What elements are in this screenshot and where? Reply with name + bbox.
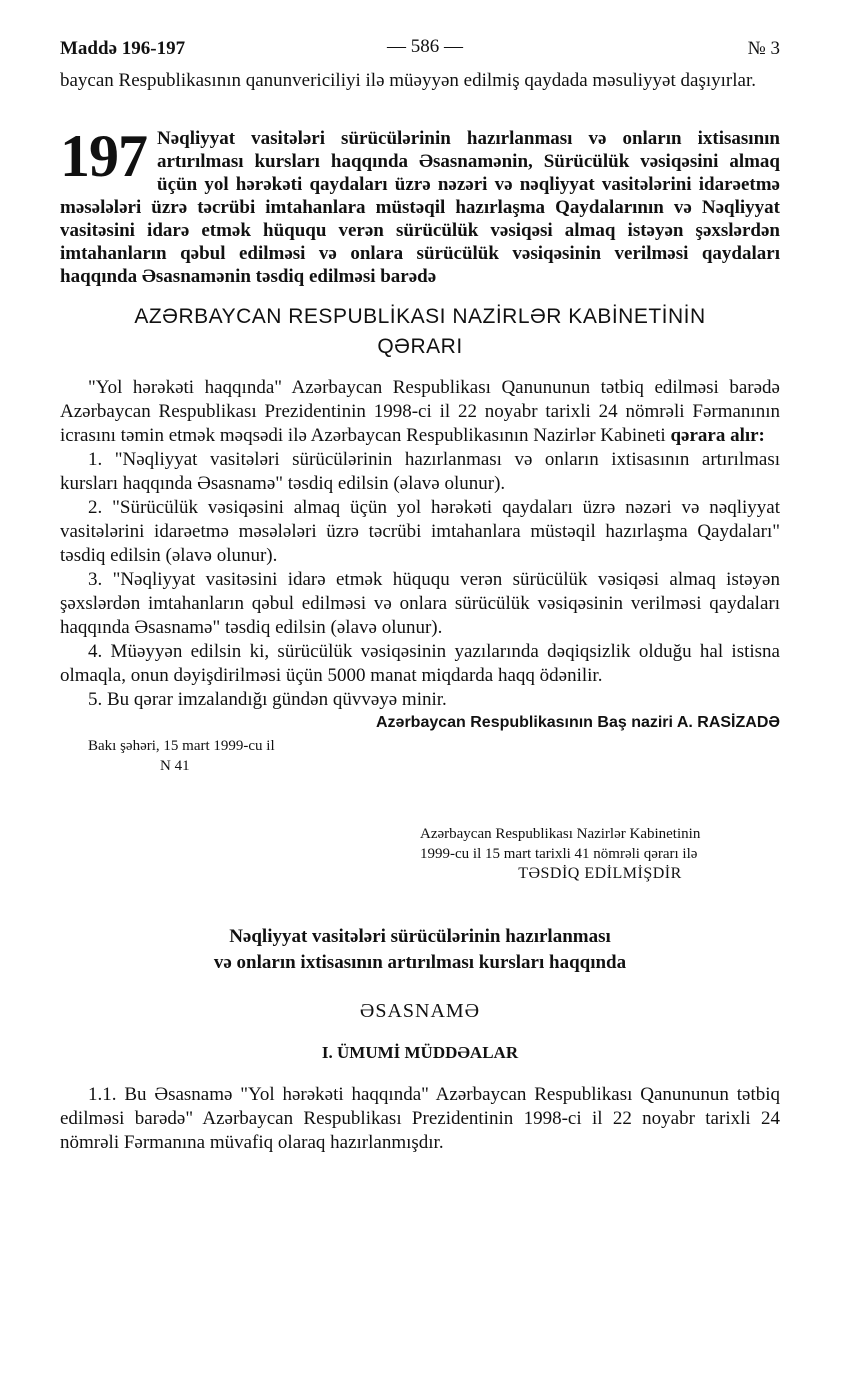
- approval-line1: Azərbaycan Respublikası Nazirlər Kabinetinin: [420, 826, 701, 842]
- document-page: [60, 30, 780, 1155]
- document-type: ƏSASNAMƏ: [359, 1000, 481, 1022]
- regulation-title-line1: Nəqliyyat vasitələri sürücülərinin hazırlanması: [229, 926, 611, 947]
- running-head: [60, 30, 780, 66]
- approval-stamp: TƏSDİQ EDİLMİŞDİR: [518, 865, 682, 882]
- article-number: 197: [60, 123, 147, 189]
- list-item: 5. Bu qərar imzalandığı gündən qüvvəyə minir.: [88, 689, 447, 710]
- approval-note: [420, 824, 780, 884]
- decree-heading-line1: AZƏRBAYCAN RESPUBLİKASI NAZİRLƏR KABİNETİNİN: [134, 305, 706, 328]
- issue-number: № 3: [747, 38, 780, 59]
- approval-line2: 1999-cu il 15 mart tarixli 41 nömrəli qərarı ilə: [420, 846, 698, 862]
- list-item: 4. Müəyyən edilsin ki, sürücülük vəsiqəsinin yazılarında dəqiqsizlik olduğu hal istisna olmaqla, onun dəyişdirilməsi üçün 5000 manat miqdarda haqq ödənilir.: [60, 641, 780, 686]
- preamble-text: "Yol hərəkəti haqqında" Azərbaycan Respublikası Qanununun tətbiq edilməsi barədə Azərbaycan Respublikası Prezidentinin 1998-ci il 22 noyabr tarixli 24 nömrəli Fərmanının icrasını təmin etmək məqsədi ilə Azərbaycan Respublikasının Nazirlər Kabineti: [60, 377, 780, 446]
- list-item: 1. "Nəqliyyat vasitələri sürücülərinin hazırlanması və onların ixtisasının artırılması kursları haqqında Əsasnamə" təsdiq edilsin (əlavə olunur).: [60, 449, 780, 494]
- decree-heading-line2: QƏRARI: [377, 335, 463, 358]
- place-date-line: Bakı şəhəri, 15 mart 1999-cu il: [88, 738, 275, 754]
- page-number: — 586 —: [387, 36, 463, 57]
- article-title: Nəqliyyat vasitələri sürücülərinin hazırlanması və onların ixtisasının artırılması kursları haqqında Əsasnamənin, Sürücülük vəsiqəsini almaq üçün yol hərəkəti qaydaları üzrə nəzəri və nəqliyyat vasitələrini idarəetmə məsələləri üzrə təcrübi imtahanlara müstəqil hazırlaşma Qaydalarının və Nəqliyyat vasitəsini idarə etmək hüququ verən sürücülük vəsiqəsi almaq istəyən şəxslərdən imtahanların qəbul edilməsi və onlara sürücülük vəsiqəsinin verilməsi qaydaları haqqında Əsasnamənin təsdiq edilməsi barədə: [60, 128, 780, 287]
- decree-heading: [60, 302, 780, 362]
- preamble-emphasis: qərara alır:: [670, 425, 765, 446]
- list-item: 3. "Nəqliyyat vasitəsini idarə etmək hüququ verən sürücülük vəsiqəsi almaq istəyən şəxslərdən imtahanların qəbul edilməsi və onlara sürücülük vəsiqəsinin verilməsi qaydaları haqqında Əsasnamə" təsdiq edilsin (əlavə olunur).: [60, 569, 780, 638]
- place-date: [88, 736, 780, 776]
- article-range: Maddə 196-197: [60, 38, 186, 59]
- clause-1-1: 1.1. Bu Əsasnamə "Yol hərəkəti haqqında" Azərbaycan Respublikası Qanununun tətbiq edilməsi barədə" Azərbaycan Respublikası Prezidentinin 1998-ci il 22 noyabr tarixli 24 nömrəli Fərmanına müvafiq olaraq hazırlanmışdır.: [60, 1084, 780, 1153]
- decree-body: [60, 376, 780, 712]
- regulation-title: [60, 924, 780, 976]
- decree-number: N 41: [160, 758, 190, 774]
- list-item: 2. "Sürücülük vəsiqəsini almaq üçün yol hərəkəti qaydaları üzrə nəzəri və nəqliyyat vasitələrini idarəetmə məsələləri üzrə təcrübi imtahanlara müstəqil hazırlaşma Qaydaları" təsdiq edilsin (əlavə olunur).: [60, 497, 780, 566]
- section-title: I. ÜMUMİ MÜDDƏALAR: [321, 1043, 519, 1062]
- regulation-title-line2: və onların ixtisasının artırılması kursları haqqında: [213, 952, 627, 973]
- signature: Azərbaycan Respublikasının Baş naziri A. RASİZADƏ: [375, 714, 780, 731]
- preamble: [60, 376, 780, 448]
- continued-text: baycan Respublikasının qanunvericiliyi ilə müəyyən edilmiş qaydada məsuliyyət daşıyırlar.: [60, 70, 756, 91]
- article-heading: [60, 123, 780, 288]
